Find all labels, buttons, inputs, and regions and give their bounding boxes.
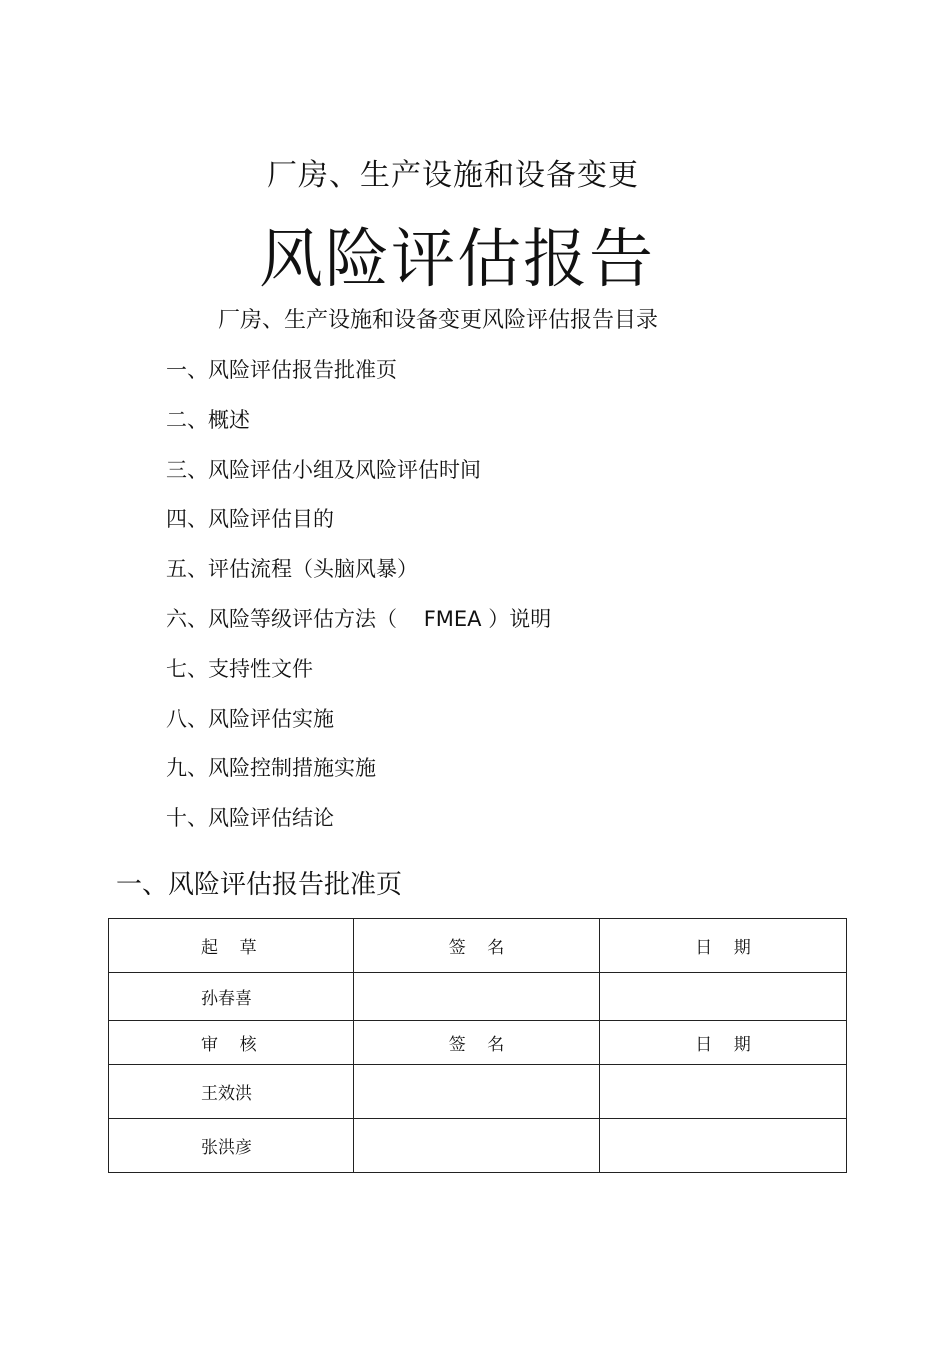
- toc-item: 八、风险评估实施: [166, 706, 334, 731]
- document-title: 风险评估报告: [259, 223, 655, 297]
- signature-cell: [354, 1119, 600, 1173]
- reviewer-name-cell: 张洪彦: [109, 1119, 354, 1173]
- toc-item: 六、风险等级评估方法（ FMEA ）说明: [166, 606, 552, 631]
- date-cell: [600, 973, 847, 1021]
- table-row: [109, 973, 847, 1021]
- draft-header-cell: 起 草: [109, 919, 354, 973]
- toc-item: 七、支持性文件: [166, 656, 313, 681]
- section-heading: 一、风险评估报告批准页: [116, 870, 403, 900]
- table-row: [109, 919, 847, 973]
- drafter-name-cell: 孙春喜: [109, 973, 354, 1021]
- date-header-cell: 日 期: [600, 919, 847, 973]
- table-of-contents: [166, 355, 551, 853]
- date-cell: [600, 1119, 847, 1173]
- toc-item: 四、风险评估目的: [166, 507, 334, 532]
- date-cell: [600, 1065, 847, 1119]
- signature-header-cell: 签 名: [354, 919, 600, 973]
- signature-header-cell: 签 名: [354, 1021, 600, 1065]
- toc-heading: 厂房、生产设施和设备变更风险评估报告目录: [218, 308, 659, 333]
- document-subtitle: 厂房、生产设施和设备变更: [267, 158, 639, 193]
- toc-item: 九、风险控制措施实施: [166, 756, 376, 781]
- table-row: [109, 1021, 847, 1065]
- toc-item: 三、风险评估小组及风险评估时间: [166, 457, 481, 482]
- review-header-cell: 审 核: [109, 1021, 354, 1065]
- reviewer-name-cell: 王效洪: [109, 1065, 354, 1119]
- toc-item: 五、评估流程（头脑风暴）: [166, 557, 418, 582]
- table-row: [109, 1119, 847, 1173]
- date-header-cell: 日 期: [600, 1021, 847, 1065]
- approval-table: [108, 918, 847, 1173]
- signature-cell: [354, 1065, 600, 1119]
- signature-cell: [354, 973, 600, 1021]
- toc-item: 一、风险评估报告批准页: [166, 358, 397, 382]
- toc-item: 十、风险评估结论: [166, 806, 334, 831]
- toc-item: 二、概述: [166, 407, 250, 432]
- table-row: [109, 1065, 847, 1119]
